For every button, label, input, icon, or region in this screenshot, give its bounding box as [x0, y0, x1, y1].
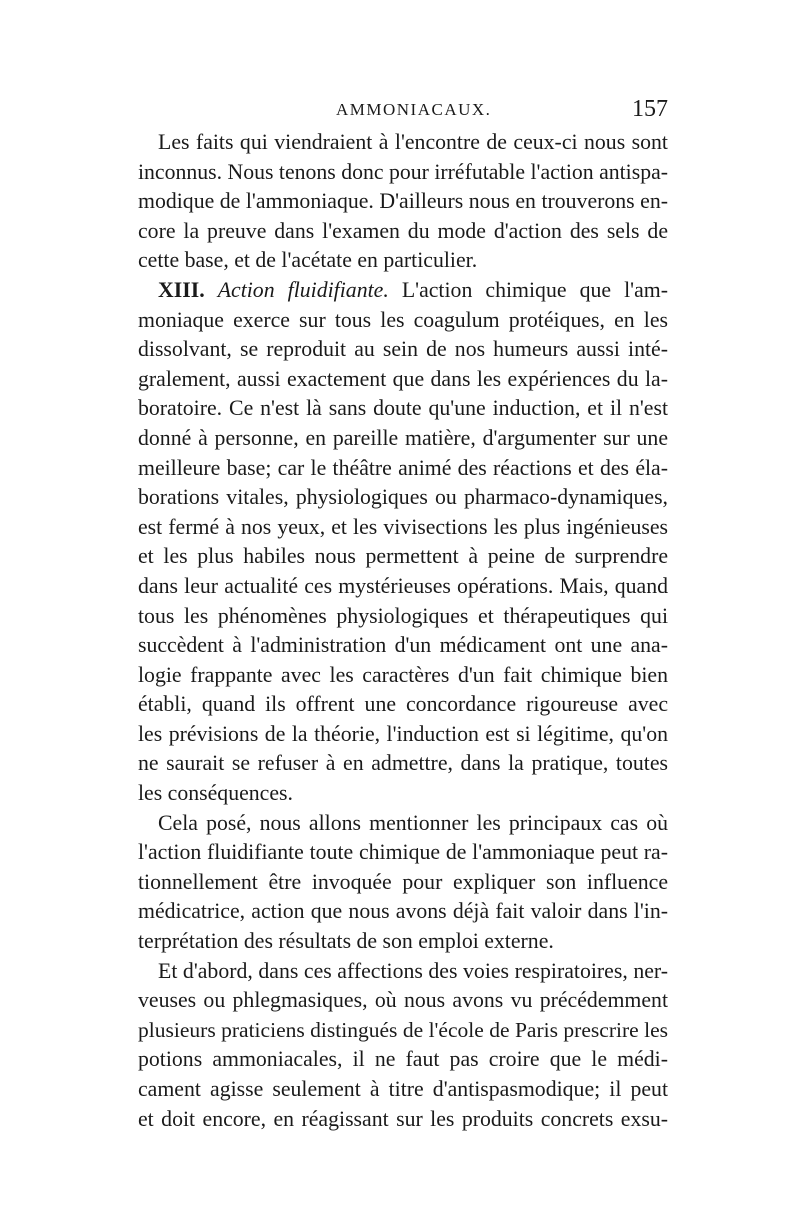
section-title: Action fluidifiante.: [217, 277, 389, 302]
text-line: dissolvant, se reproduit au sein de nos humeurs aussi inté-: [138, 337, 668, 362]
text-line: veuses ou phlegmasiques, où nous avons vu précédemment: [138, 988, 668, 1013]
text-line: gralement, aussi exactement que dans les expériences du la-: [138, 366, 668, 391]
text-line: borations vitales, physiologiques ou pharmaco-dynamiques,: [138, 485, 668, 510]
text-line: cette base, et de l'acétate en particulier.: [138, 248, 478, 273]
text-line: tous les phénomènes physiologiques et thérapeutiques qui: [138, 603, 668, 628]
text-line: Cela posé, nous allons mentionner les principaux cas où: [158, 810, 668, 835]
text-line: les prévisions de la théorie, l'induction est si légitime, qu'on: [138, 721, 668, 746]
text-line: plusieurs praticiens distingués de l'école de Paris prescrire les: [138, 1017, 668, 1042]
text-line: donné à personne, en pareille matière, d'argumenter sur une: [138, 425, 668, 450]
text-line: et les plus habiles nous permettent à peine de surprendre: [138, 544, 668, 569]
text-line: dans leur actualité ces mystérieuses opérations. Mais, quand: [138, 573, 668, 598]
section-heading-line: [138, 276, 668, 306]
text-line: core la preuve dans l'examen du mode d'action des sels de: [138, 218, 668, 243]
text-line: établi, quand ils offrent une concordance rigoureuse avec: [138, 692, 668, 717]
text-line: tionnellement être invoquée pour expliquer son influence: [138, 869, 668, 894]
text-line: boratoire. Ce n'est là sans doute qu'une induction, et il n'est: [138, 396, 668, 421]
running-head-title: AMMONIACAUX.: [336, 100, 492, 119]
text-line: L'action chimique que l'am-: [401, 277, 668, 302]
text-line: Et d'abord, dans ces affections des voies respiratoires, ner-: [158, 958, 668, 983]
page-number: 157: [632, 96, 668, 122]
text-line: moniaque exerce sur tous les coagulum protéiques, en les: [138, 307, 668, 332]
text-line: logie frappante avec les caractères d'un fait chimique bien: [138, 662, 668, 687]
text-line: succèdent à l'administration d'un médicament ont une ana-: [138, 633, 668, 658]
text-line: inconnus. Nous tenons donc pour irréfutable l'action antispa-: [138, 159, 668, 184]
text-line: ne saurait se refuser à en admettre, dans la pratique, toutes: [138, 751, 668, 776]
text-line: l'action fluidifiante toute chimique de l'ammoniaque peut ra-: [138, 840, 668, 865]
text-line: modique de l'ammoniaque. D'ailleurs nous en trouverons en-: [138, 189, 668, 214]
text-line: et doit encore, en réagissant sur les produits concrets exsu-: [138, 1106, 668, 1131]
running-head: [138, 96, 668, 126]
text-line: terprétation des résultats de son emploi externe.: [138, 929, 554, 954]
text-line: Les faits qui viendraient à l'encontre de ceux-ci nous sont: [158, 130, 668, 154]
text-line: médicatrice, action que nous avons déjà fait valoir dans l'in-: [138, 899, 668, 924]
text-line: meilleure base; car le théâtre animé des réactions et des éla-: [138, 455, 668, 480]
body-text: [138, 128, 668, 1134]
text-line: cament agisse seulement à titre d'antispasmodique; il peut: [138, 1077, 668, 1101]
text-line: est fermé à nos yeux, et les vivisections les plus ingénieuses: [138, 514, 668, 539]
section-number: XIII.: [158, 277, 205, 302]
text-line: les conséquences.: [138, 781, 293, 806]
text-line: potions ammoniacales, il ne faut pas croire que le médi-: [138, 1047, 668, 1072]
